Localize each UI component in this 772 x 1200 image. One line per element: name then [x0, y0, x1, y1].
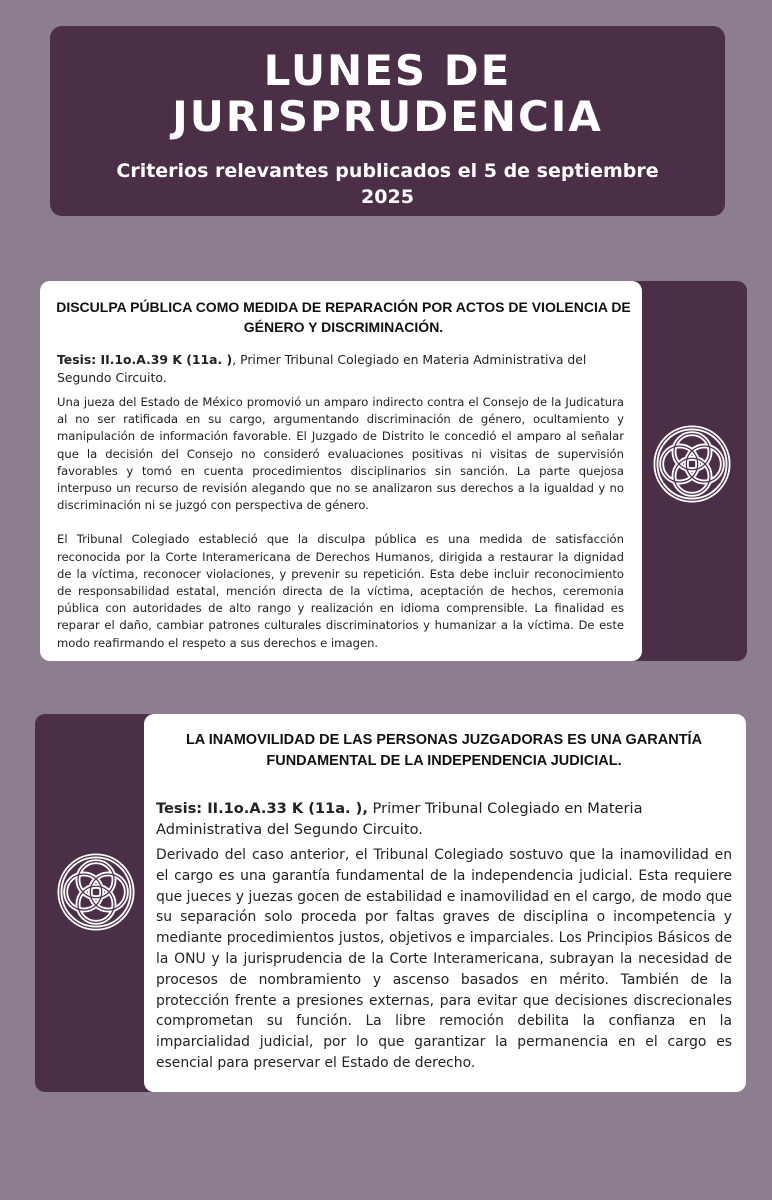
page-title: LUNES DE JURISPRUDENCIA — [172, 46, 603, 141]
section2-paragraph-1: Derivado del caso anterior, el Tribunal Colegiado sostuvo que la inamovilidad en el cargo es una garantía fundamental de la independencia judicial. Esta requiere que jueces y juezas gocen de estabilidad e inamovilidad en el cargo, de modo que su separación solo proceda por faltas graves de disciplina o incompetencia y mediante procedimientos justos, objetivos e imparciales. Los Principios Básicos de la ONU y la jurisprudencia de la Corte Interamericana, subrayan la necesidad de procesos de nombramiento y ascenso basados en mérito. También de la protección frente a presiones externas, para evitar que decisiones discrecionales comprometan su función. La libre remoción debilita la confianza en la imparcialidad judicial, por lo que garantizar la permanencia en el cargo es esencial para preservar el Estado de derecho. — [156, 847, 732, 1071]
section1-tesis — [57, 337, 624, 387]
section1-title: DISCULPA PÚBLICA COMO MEDIDA DE REPARACIÓN POR ACTOS DE VIOLENCIA DE GÉNERO Y DISCRIMINACIÓN. — [56, 299, 631, 335]
section2-title: LA INAMOVILIDAD DE LAS PERSONAS JUZGADORAS ES UNA GARANTÍA FUNDAMENTAL DE LA INDEPENDENCIA JUDICIAL. — [185, 732, 703, 769]
celtic-knot-emblem-icon — [55, 851, 137, 933]
section1-tesis-code: Tesis: II.1o.A.39 K (11a. ) — [57, 352, 233, 367]
section2-tesis-code: Tesis: II.1o.A.33 K (11a. ), — [156, 800, 368, 817]
section2-card — [144, 714, 746, 1092]
header-banner — [50, 26, 725, 216]
section1-paragraph-2: El Tribunal Colegiado estableció que la disculpa pública es una medida de satisfacción reconocida por la Corte Interamericana de Derechos Humanos, dirigida a restaurar la dignidad de la víctima, reconocer violaciones, y prevenir su repetición. Esta debe incluir reconocimiento de responsabilidad estatal, mención directa de la víctima, aceptación de hechos, ceremonia pública con autoridades de alto rango y realización en idioma comprensible. La finalidad es reparar el daño, cambiar patrones culturales discriminatorios y humanizar a la víctima. De este modo reafirmando el respeto a sus derechos e imagen. — [57, 532, 624, 650]
page-subtitle: Criterios relevantes publicados el 5 de septiembre 2025 — [116, 160, 659, 208]
section1-paragraph-1: Una jueza del Estado de México promovió un amparo indirecto contra el Consejo de la Judicatura al no ser ratificada en su cargo, argumentando discriminación de género, ocultamiento y manipulación de información favorable. El Juzgado de Distrito le concedió el amparo al señalar que la decisión del Consejo no consideró evaluaciones positivas ni visitas de supervisión favorables y tomó en cuenta procedimientos disciplinarios sin sanción. La parte quejosa interpuso un recurso de revisión alegando que no se analizaron sus derechos a la igualdad y no discriminación ni se juzgó con perspectiva de género. — [57, 395, 624, 513]
section2-tesis — [156, 772, 732, 840]
section1-card — [40, 281, 642, 661]
section2-tesis-court: Primer Tribunal Colegiado en Materia Administrativa del Segundo Circuito. — [156, 800, 643, 838]
section1-tesis-court: , Primer Tribunal Colegiado en Materia Administrativa del Segundo Circuito. — [57, 352, 587, 385]
celtic-knot-emblem-icon — [651, 423, 733, 505]
